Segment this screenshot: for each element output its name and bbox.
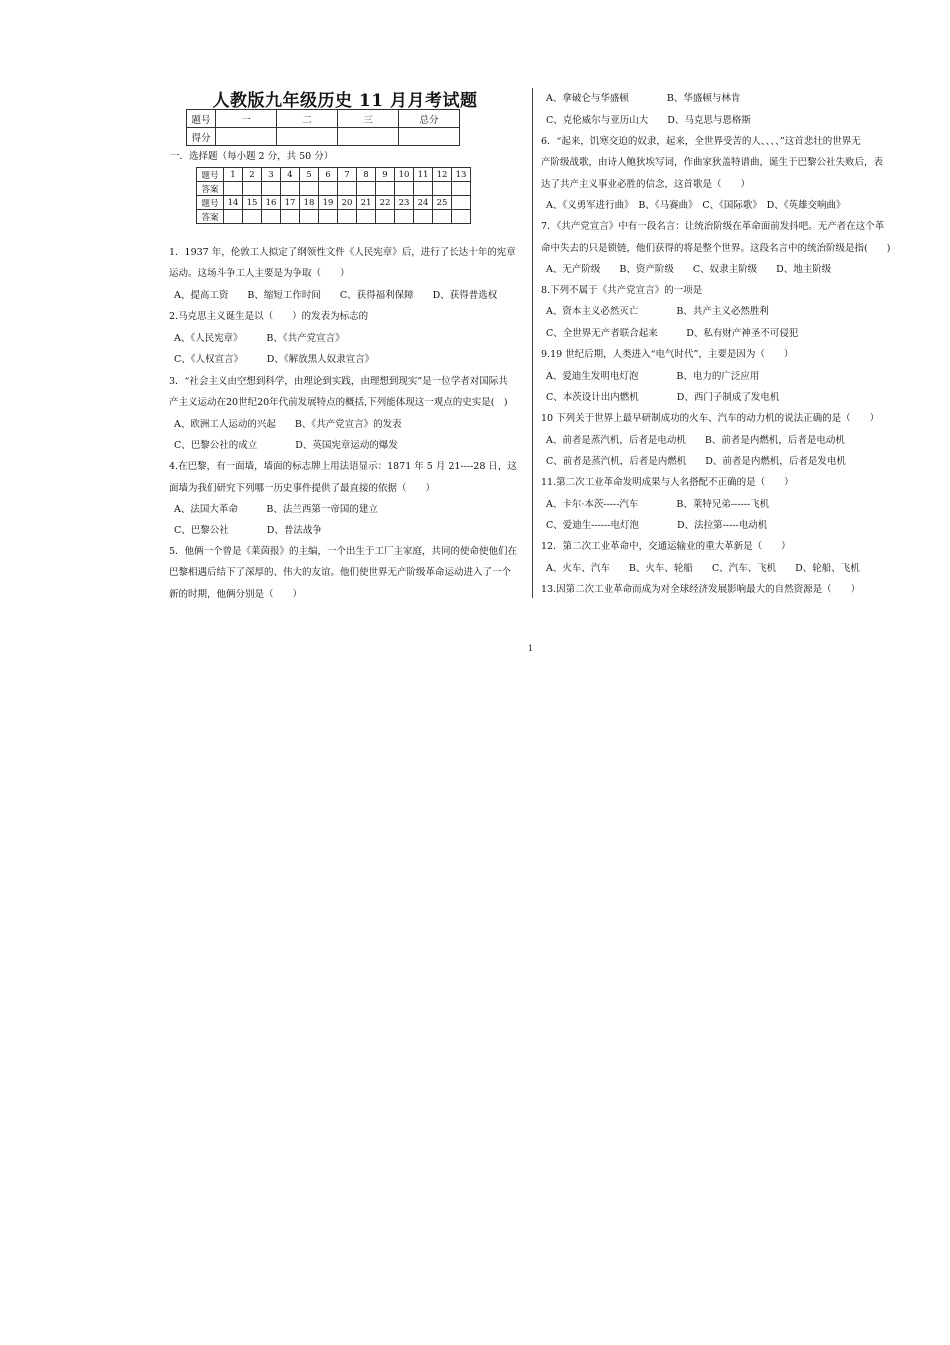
question-line: C、本茨设计出内燃机 D、西门子制成了发电机 [546,392,780,403]
answer-cell [319,210,338,224]
score-header-1: 一 [216,110,277,128]
question-number-cell: 23 [395,196,414,210]
answer-cell [376,210,395,224]
answer-cell [300,182,319,196]
question-number-cell: 18 [300,196,319,210]
answer-cell [319,182,338,196]
question-line: C、全世界无产者联合起来 D、私有财产神圣不可侵犯 [546,328,799,339]
question-number-cell: 4 [281,168,300,182]
question-line: 2.马克思主义诞生是以（ ）的发表为标志的 [169,311,369,322]
q-row-2-label: 题号 [197,196,224,210]
question-line: 1．1937 年，伦敦工人拟定了纲领性文件《人民宪章》后，进行了长达十年的宪章 [169,247,516,258]
question-line: 12．第二次工业革命中，交通运输业的重大革新是（ ） [541,541,791,552]
question-line: 6．“起来，饥寒交迫的奴隶，起来，全世界受苦的人、、、、”这首悲壮的世界无 [541,136,861,147]
answer-cell [243,210,262,224]
question-number-cell: 22 [376,196,395,210]
question-number-cell: 3 [262,168,281,182]
question-number-cell: 14 [224,196,243,210]
question-line: A、拿破仑与华盛顿 B、华盛顿与林肯 [546,93,741,104]
question-line: A、前者是蒸汽机，后者是电动机 B、前者是内燃机，后者是电动机 [546,435,845,446]
question-number-cell: 6 [319,168,338,182]
question-line: 13.因第二次工业革命而成为对全球经济发展影响最大的自然资源是（ ） [541,584,861,595]
question-number-cell: 24 [414,196,433,210]
question-line: 10 下列关于世界上最早研制成功的火车、汽车的动力机的说法正确的是（ ） [541,413,880,424]
answer-cell [376,182,395,196]
question-number-cell: 11 [414,168,433,182]
question-line: 命中失去的只是锁链，他们获得的将是整个世界。这段名言中的统治阶级是指( ) [541,243,891,254]
question-line: A、《人民宪章》 B、《共产党宣言》 [174,333,345,344]
answer-cell [281,210,300,224]
question-line: C、克伦威尔与亚历山大 D、马克思与恩格斯 [546,115,751,126]
score-row-label: 得分 [187,128,216,146]
question-line: A、爱迪生发明电灯泡 B、电力的广泛应用 [546,371,760,382]
answer-table [196,167,471,224]
question-line: A、《义勇军进行曲》 B、《马赛曲》 C、《国际歌》 D、《英雄交响曲》 [546,200,846,211]
question-number-cell: 2 [243,168,262,182]
question-line: A、欧洲工人运动的兴起 B、《共产党宣言》的发表 [174,419,402,430]
page-number: 1 [528,644,534,653]
score-cell [399,128,460,146]
question-number-cell: 19 [319,196,338,210]
answer-cell [300,210,319,224]
question-line: 11.第二次工业革命发明成果与人名搭配不正确的是（ ） [541,477,794,488]
question-line: A、提高工资 B、缩短工作时间 C、获得福利保障 D、获得普选权 [174,290,498,301]
a-row-2-label: 答案 [197,210,224,224]
answer-cell [452,182,471,196]
question-line: A、卡尔·本茨-----汽车 B、莱特兄弟------飞机 [546,499,770,510]
question-number-cell: 12 [433,168,452,182]
question-number-cell: 8 [357,168,376,182]
question-number-cell: 20 [338,196,357,210]
score-table [186,109,460,146]
answer-cell [262,182,281,196]
question-line: A、无产阶级 B、资产阶级 C、奴隶主阶级 D、地主阶级 [546,264,832,275]
score-cell [277,128,338,146]
question-line: A、资本主义必然灭亡 B、共产主义必然胜利 [546,306,769,317]
question-number-cell: 1 [224,168,243,182]
question-number-cell: 16 [262,196,281,210]
question-line: C、《人权宣言》 D、《解放黑人奴隶宣言》 [174,354,375,365]
score-header-2: 二 [277,110,338,128]
page-title: 人教版九年级历史 11 月月考试题 [212,91,478,111]
question-line: 8.下列不属于《共产党宣言》的一项是 [541,285,703,296]
question-number-cell: 5 [300,168,319,182]
answer-cell [452,210,471,224]
question-line: C、前者是蒸汽机，后者是内燃机 D、前者是内燃机，后者是发电机 [546,456,846,467]
answer-cell [357,182,376,196]
section-heading: 一．选择题（每小题 2 分，共 50 分） [170,151,334,162]
q-row-1-label: 题号 [197,168,224,182]
question-line: 达了共产主义事业必胜的信念，这首歌是（ ） [541,179,751,190]
question-line: 9.19 世纪后期，人类进入“电气时代”，主要是因为（ ） [541,349,794,360]
question-line: A、法国大革命 B、法兰西第一帝国的建立 [174,504,378,515]
question-line: 7．《共产党宣言》中有一段名言：让统治阶级在革命面前发抖吧。无产者在这个革 [541,221,885,232]
answer-cell [224,182,243,196]
question-line: 3．“社会主义由空想到科学，由理论到实践，由理想到现实”是一位学者对国际共 [169,376,508,387]
question-line: 巴黎相遇后结下了深厚的、伟大的友谊。他们使世界无产阶级革命运动进入了一个 [169,567,512,578]
question-line: 运动。这场斗争工人主要是为争取（ ） [169,268,350,279]
answer-cell [395,210,414,224]
question-number-cell: 21 [357,196,376,210]
answer-cell [243,182,262,196]
answer-cell [433,182,452,196]
answer-cell [357,210,376,224]
question-line: C、巴黎公社的成立 D、英国宪章运动的爆发 [174,440,398,451]
question-number-cell: 17 [281,196,300,210]
question-line: 产主义运动在20世纪20年代前发展特点的概括,下列能体现这一观点的史实是( ) [169,397,508,408]
question-number-cell: 15 [243,196,262,210]
answer-cell [262,210,281,224]
question-line: C、爱迪生------电灯泡 D、法拉第-----电动机 [546,520,768,531]
answer-cell [452,196,471,210]
score-cell [338,128,399,146]
question-line: 4.在巴黎，有一面墙，墙面的标志牌上用法语显示：1871 年 5 月 21----28 日，这 [169,461,517,472]
answer-cell [414,210,433,224]
answer-cell [281,182,300,196]
question-line: 产阶级战歌，由诗人鲍狄埃写词，作曲家狄盖特谱曲，诞生于巴黎公社失败后，表 [541,157,884,168]
answer-cell [433,210,452,224]
answer-cell [395,182,414,196]
answer-cell [224,210,243,224]
question-number-cell: 13 [452,168,471,182]
question-line: A、火车、汽车 B、火车、轮船 C、汽车、飞机 D、轮船、飞机 [546,563,860,574]
a-row-1-label: 答案 [197,182,224,196]
score-header-3: 三 [338,110,399,128]
score-header-label: 题号 [187,110,216,128]
question-line: C、巴黎公社 D、普法战争 [174,525,322,536]
answer-cell [414,182,433,196]
question-number-cell: 7 [338,168,357,182]
score-cell [216,128,277,146]
answer-cell [338,210,357,224]
question-line: 面墙为我们研究下列哪一历史事件提供了最直接的依据（ ） [169,483,436,494]
score-header-total: 总分 [399,110,460,128]
question-number-cell: 25 [433,196,452,210]
column-divider [532,88,533,598]
question-line: 5．他俩一个曾是《莱茵报》的主编，一个出生于工厂主家庭，共同的使命使他们在 [169,546,518,557]
answer-cell [338,182,357,196]
question-line: 新的时期，他俩分别是（ ） [169,589,303,600]
question-number-cell: 10 [395,168,414,182]
question-number-cell: 9 [376,168,395,182]
